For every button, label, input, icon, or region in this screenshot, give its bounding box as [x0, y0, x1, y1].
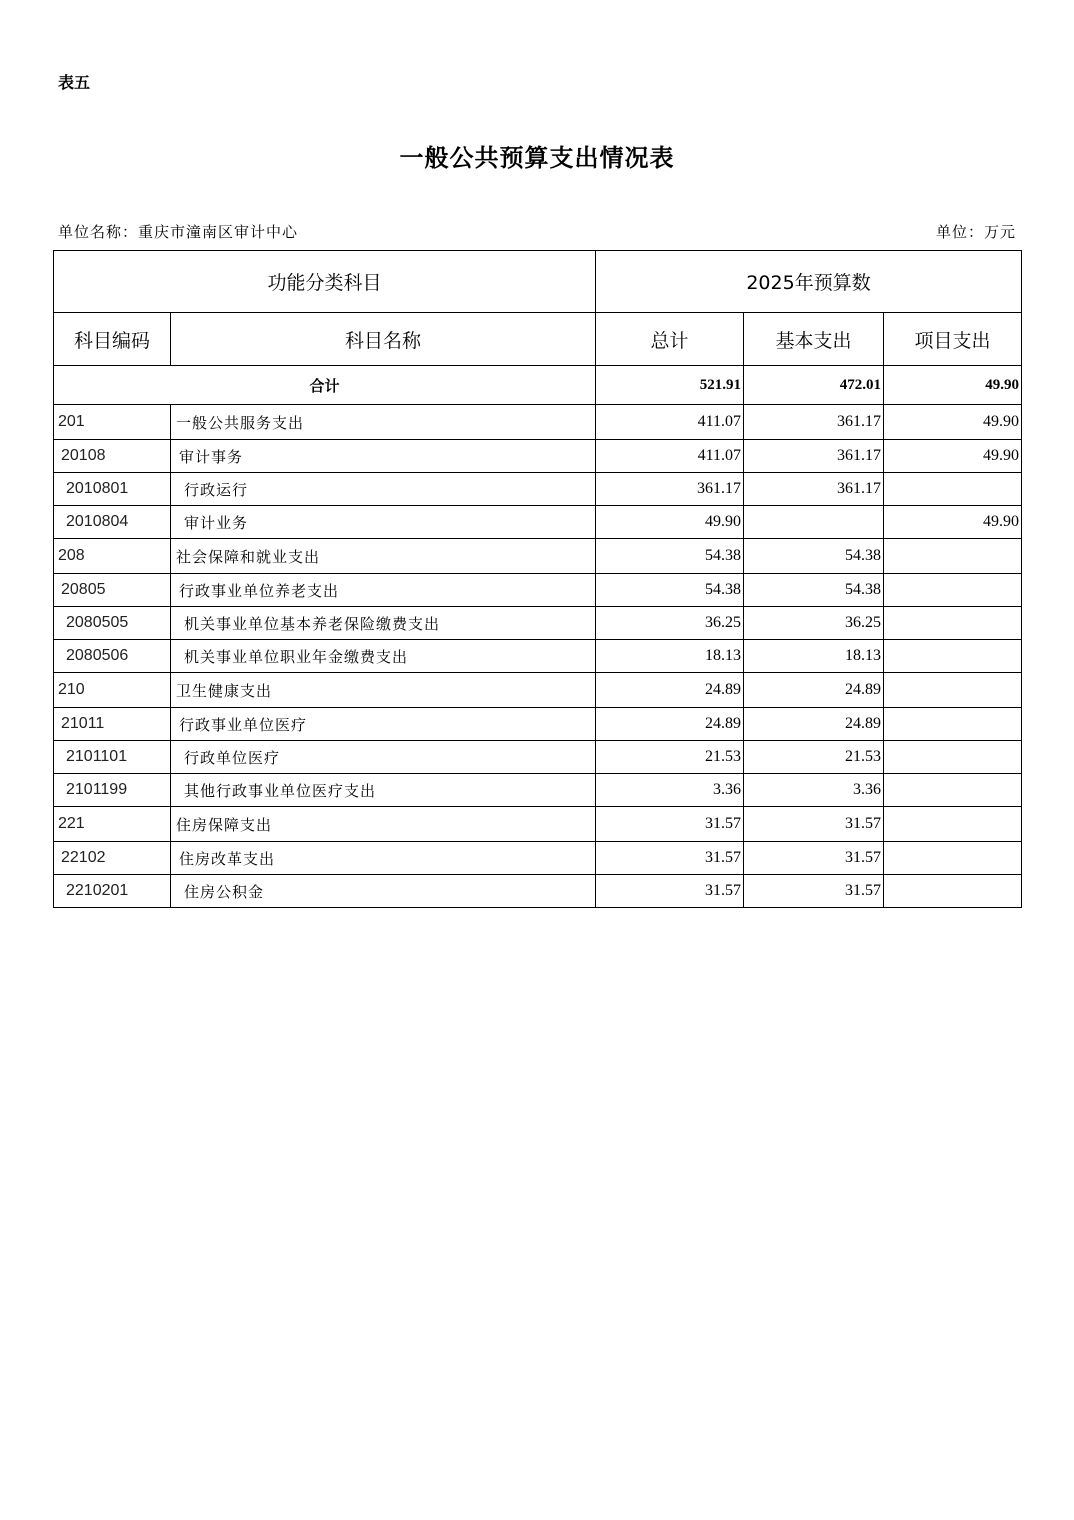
row-basic: 24.89 — [744, 708, 884, 741]
row-code: 208 — [54, 539, 171, 574]
table-row — [54, 473, 1022, 506]
currency-unit-label: 单位：万元 — [935, 223, 1016, 241]
row-code: 2210201 — [54, 875, 171, 908]
row-basic: 21.53 — [744, 741, 884, 774]
row-name: 行政运行 — [171, 473, 596, 506]
row-basic: 361.17 — [744, 440, 884, 473]
table-row — [54, 607, 1022, 640]
table-row — [54, 640, 1022, 673]
row-name: 机关事业单位职业年金缴费支出 — [171, 640, 596, 673]
header-name: 科目名称 — [171, 313, 596, 366]
row-code: 221 — [54, 807, 171, 842]
row-basic: 36.25 — [744, 607, 884, 640]
header-basic-expenditure: 基本支出 — [744, 313, 884, 366]
row-total: 54.38 — [596, 539, 744, 574]
header-code: 科目编码 — [54, 313, 171, 366]
header-budget-2025: 2025年预算数 — [596, 251, 1022, 313]
row-name: 住房公积金 — [171, 875, 596, 908]
row-name: 社会保障和就业支出 — [171, 539, 596, 574]
row-name: 卫生健康支出 — [171, 673, 596, 708]
row-code: 2010804 — [54, 506, 171, 539]
row-project — [884, 607, 1022, 640]
row-project — [884, 673, 1022, 708]
row-basic: 31.57 — [744, 842, 884, 875]
page-title: 一般公共预算支出情况表 — [399, 143, 675, 172]
unit-name-label: 单位名称：重庆市潼南区审计中心 — [58, 223, 299, 241]
table-row — [54, 741, 1022, 774]
row-name: 其他行政事业单位医疗支出 — [171, 774, 596, 807]
row-total: 31.57 — [596, 875, 744, 908]
row-total: 54.38 — [596, 574, 744, 607]
table-row — [54, 539, 1022, 574]
row-project — [884, 842, 1022, 875]
row-project — [884, 741, 1022, 774]
row-total: 24.89 — [596, 673, 744, 708]
table-row — [54, 405, 1022, 440]
table-number-label: 表五 — [58, 73, 91, 92]
row-project — [884, 708, 1022, 741]
row-name: 机关事业单位基本养老保险缴费支出 — [171, 607, 596, 640]
header-function-classification: 功能分类科目 — [54, 251, 596, 313]
row-name: 住房保障支出 — [171, 807, 596, 842]
table-row — [54, 440, 1022, 473]
row-total: 31.57 — [596, 807, 744, 842]
header-total: 总计 — [596, 313, 744, 366]
row-name: 住房改革支出 — [171, 842, 596, 875]
row-project — [884, 640, 1022, 673]
row-code: 201 — [54, 405, 171, 440]
row-code: 20108 — [54, 440, 171, 473]
row-basic: 31.57 — [744, 807, 884, 842]
row-name: 行政单位医疗 — [171, 741, 596, 774]
row-basic: 361.17 — [744, 473, 884, 506]
row-code: 20805 — [54, 574, 171, 607]
row-basic: 54.38 — [744, 539, 884, 574]
row-total: 3.36 — [596, 774, 744, 807]
row-project: 49.90 — [884, 440, 1022, 473]
table-row — [54, 574, 1022, 607]
row-project — [884, 807, 1022, 842]
total-sum: 521.91 — [596, 366, 744, 405]
row-project — [884, 875, 1022, 908]
row-basic: 361.17 — [744, 405, 884, 440]
row-total: 411.07 — [596, 405, 744, 440]
row-basic: 24.89 — [744, 673, 884, 708]
table-row — [54, 708, 1022, 741]
total-label: 合计 — [54, 366, 596, 405]
row-code: 2101101 — [54, 741, 171, 774]
row-name: 审计事务 — [171, 440, 596, 473]
row-name: 行政事业单位医疗 — [171, 708, 596, 741]
row-code: 2101199 — [54, 774, 171, 807]
row-code: 21011 — [54, 708, 171, 741]
row-name: 一般公共服务支出 — [171, 405, 596, 440]
row-code: 2010801 — [54, 473, 171, 506]
header-row-columns — [54, 313, 1022, 366]
header-row-group — [54, 251, 1022, 313]
row-total: 49.90 — [596, 506, 744, 539]
row-project — [884, 473, 1022, 506]
row-basic — [744, 506, 884, 539]
row-code: 2080505 — [54, 607, 171, 640]
table-row — [54, 807, 1022, 842]
header-project-expenditure: 项目支出 — [884, 313, 1022, 366]
row-project: 49.90 — [884, 506, 1022, 539]
row-basic: 3.36 — [744, 774, 884, 807]
row-basic: 31.57 — [744, 875, 884, 908]
row-total: 411.07 — [596, 440, 744, 473]
row-total: 24.89 — [596, 708, 744, 741]
row-code: 22102 — [54, 842, 171, 875]
row-code: 2080506 — [54, 640, 171, 673]
row-total: 361.17 — [596, 473, 744, 506]
budget-table — [53, 250, 1022, 908]
total-project: 49.90 — [884, 366, 1022, 405]
table-row — [54, 842, 1022, 875]
total-basic: 472.01 — [744, 366, 884, 405]
table-row — [54, 875, 1022, 908]
row-name: 审计业务 — [171, 506, 596, 539]
row-total: 21.53 — [596, 741, 744, 774]
row-project: 49.90 — [884, 405, 1022, 440]
row-project — [884, 539, 1022, 574]
row-project — [884, 774, 1022, 807]
row-total: 31.57 — [596, 842, 744, 875]
row-name: 行政事业单位养老支出 — [171, 574, 596, 607]
row-total: 18.13 — [596, 640, 744, 673]
table-row — [54, 506, 1022, 539]
row-total: 36.25 — [596, 607, 744, 640]
row-basic: 54.38 — [744, 574, 884, 607]
row-project — [884, 574, 1022, 607]
total-row — [54, 366, 1022, 405]
row-basic: 18.13 — [744, 640, 884, 673]
table-row — [54, 774, 1022, 807]
row-code: 210 — [54, 673, 171, 708]
table-row — [54, 673, 1022, 708]
